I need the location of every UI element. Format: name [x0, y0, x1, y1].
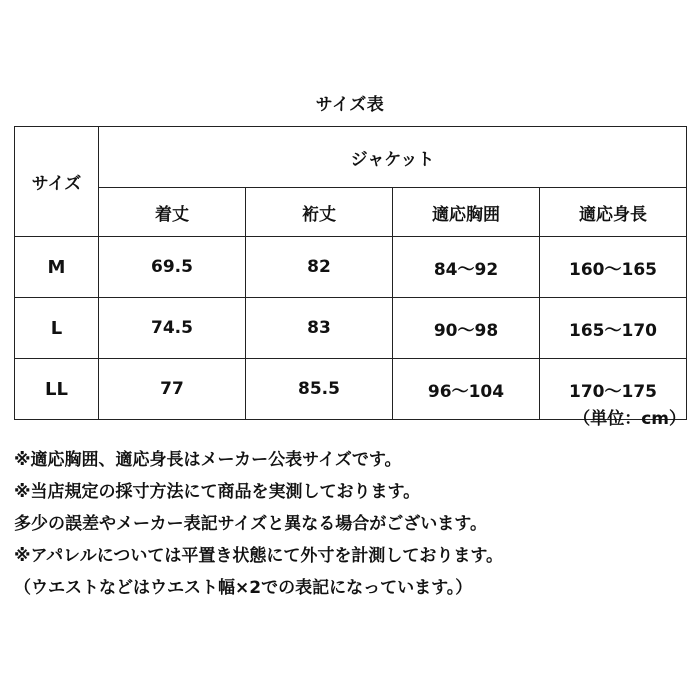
note-line: ※アパレルについては平置き状態にて外寸を計測しております。	[14, 546, 504, 566]
row-size-label: LL	[15, 359, 99, 420]
unit-note: （単位：cm）	[573, 409, 686, 429]
row-size-label: L	[15, 298, 99, 359]
note-line: ※適応胸囲、適応身長はメーカー公表サイズです。	[14, 450, 402, 470]
row-cell-2: 84〜92	[393, 237, 540, 298]
row-cell-2: 90〜98	[393, 298, 540, 359]
header-group-jacket: ジャケット	[99, 127, 687, 188]
header-col-2: 適応胸囲	[393, 188, 540, 237]
header-size: サイズ	[15, 127, 99, 237]
row-cell-1: 82	[246, 237, 393, 298]
header-col-0: 着丈	[99, 188, 246, 237]
row-cell-1: 83	[246, 298, 393, 359]
row-cell-2: 96〜104	[393, 359, 540, 420]
page-title: サイズ表	[315, 95, 385, 115]
size-table	[14, 126, 687, 420]
note-line: ※当店規定の採寸方法にて商品を実測しております。	[14, 482, 421, 502]
row-cell-0: 74.5	[99, 298, 246, 359]
table-row	[15, 237, 687, 298]
header-col-3: 適応身長	[540, 188, 687, 237]
row-cell-1: 85.5	[246, 359, 393, 420]
notes-block	[14, 444, 686, 604]
table-row	[15, 298, 687, 359]
table-header-row-group	[15, 127, 687, 188]
table-header-row-columns	[15, 188, 687, 237]
row-cell-3: 165〜170	[540, 298, 687, 359]
row-cell-3: 160〜165	[540, 237, 687, 298]
row-cell-3: 170〜175	[540, 359, 687, 420]
note-line: （ウエストなどはウエスト幅×2での表記になっています。）	[14, 578, 473, 598]
header-col-1: 裄丈	[246, 188, 393, 237]
note-line: 多少の誤差やメーカー表記サイズと異なる場合がございます。	[14, 514, 487, 534]
row-cell-0: 77	[99, 359, 246, 420]
row-cell-0: 69.5	[99, 237, 246, 298]
row-size-label: M	[15, 237, 99, 298]
